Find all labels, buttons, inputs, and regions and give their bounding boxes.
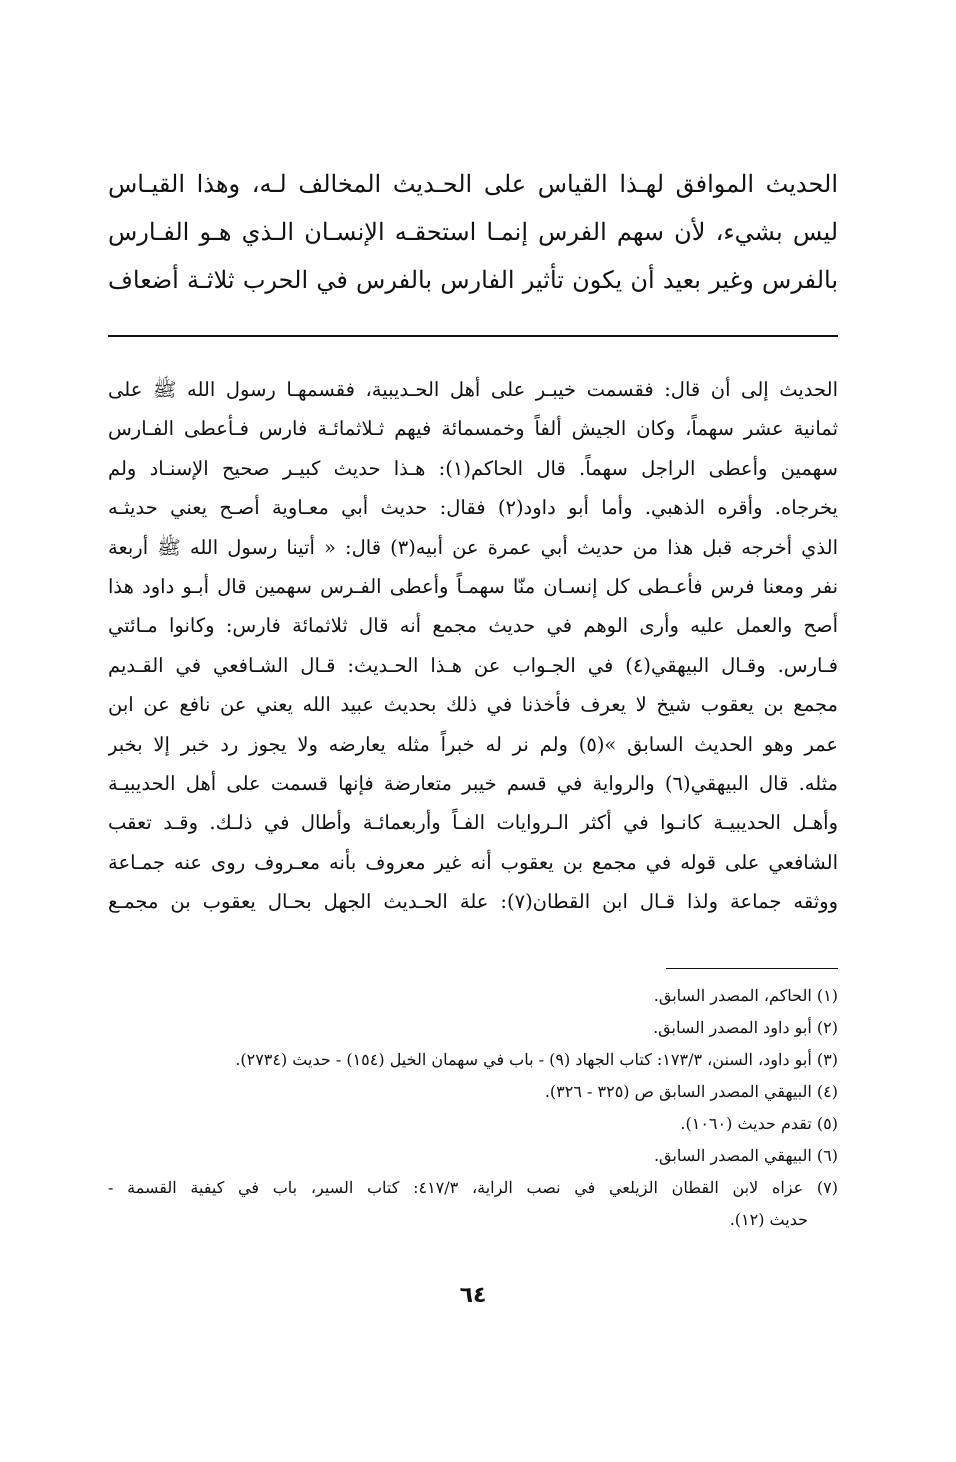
footnote-7-continuation: حديث (١٢).	[729, 1210, 808, 1229]
commentary-line: مجمع بن يعقوب شيخ لا يعرف فأخذنا في ذلك بحديث عبيد الله يعني عن نافع عن ابن	[108, 693, 838, 717]
commentary-line: ثمانية عشر سهماً، وكان الجيش ألفاً وخمسمائة فيهم ثـلاثمائـة فارس فـأعطى الفـارس	[108, 417, 838, 441]
main-text-line: الحديث الموافق لهـذا القياس على الحـديث المخالف لـه، وهذا القيـاس	[108, 170, 838, 198]
footnote-6: (٦) البيهقي المصدر السابق.	[653, 1146, 838, 1165]
commentary-line: ووثقه جماعة ولذا قـال ابن القطان(٧): علة الحـديث الجهل بحـال يعقوب بن مجمـع	[108, 890, 838, 914]
footnote-4: (٤) البيهقي المصدر السابق ص (٣٢٥ - ٣٢٦).	[544, 1082, 838, 1101]
commentary-line: الذي أخرجه قبل هذا من حديث أبي عمرة عن أبيه(٣) قال: « أتينا رسول الله ﷺ أربعة	[108, 535, 838, 559]
commentary-line: الشافعي على قوله في مجمع بن يعقوب أنه غير معروف بأنه معـروف روى عنه جمـاعة	[108, 850, 838, 874]
main-text-block	[108, 160, 838, 304]
page-number: ٦٤	[459, 1283, 487, 1308]
commentary-line: عمر وهو الحديث السابق »(٥) ولم نر له خبراً مثله يعارضه ولا يجوز رد خبر إلا بخبر	[108, 732, 838, 756]
commentary-line: نفر ومعنا فرس فأعـطى كل إنسـان منّا سهمـاً وأعطى الفـرس سهمين قال أبـو داود هذا	[108, 574, 838, 598]
commentary-block	[108, 370, 838, 921]
main-text-divider	[108, 335, 838, 337]
commentary-line: وأهـل الحديبيـة كانـوا في أكثر الـروايات الفـاً وأربعمائـة وأطال في ذلـك. وقـد تعقب	[108, 811, 838, 835]
main-text-line: ليس بشيء، لأن سهم الفرس إنمـا استحقـه الإنسـان الـذي هـو الفـارس	[108, 218, 838, 246]
footnote-7: (٧) عزاه لابن القطان الزيلعي في نصب الراية، ٤١٧/٣: كتاب السير، باب في كيفية القسمة -	[108, 1178, 838, 1197]
footnote-2: (٢) أبو داود المصدر السابق.	[653, 1018, 838, 1037]
commentary-line: أصح والعمل عليه وأرى الوهم في حديث مجمع أنه قال ثلاثمائة فارس: وكانوا مـائتي	[108, 614, 838, 638]
footnote-divider	[666, 968, 838, 969]
commentary-line: الحديث إلى أن قال: فقسمت خيبـر على أهل الحـديبية، فقسمهـا رسول الله ﷺ على	[108, 378, 838, 401]
commentary-line: سهمين وأعطى الراجل سهماً. قال الحاكم(١): هـذا حديث كبيـر صحيح الإسنـاد ولم	[108, 456, 838, 480]
main-text-line: بالفرس وغير بعيد أن يكون تأثير الفارس بالفرس في الحرب ثلاثـة أضعاف	[108, 266, 838, 294]
commentary-line: مثله. قال البيهقي(٦) والرواية في قسم خيبر متعارضة فإنها قسمت على أهل الحديبيـة	[108, 771, 838, 795]
book-page	[108, 0, 838, 1462]
footnotes-block	[108, 980, 838, 1236]
footnote-3: (٣) أبو داود، السنن، ١٧٣/٣: كتاب الجهاد (٩) - باب في سهمان الخيل (١٥٤) - حديث (٢٧٣٤).	[235, 1050, 838, 1069]
footnote-5: (٥) تقدم حديث (١٠٦٠).	[680, 1114, 838, 1133]
footnote-1: (١) الحاكم، المصدر السابق.	[653, 986, 838, 1005]
commentary-line: فـارس. وقـال البيهقي(٤) في الجـواب عن هـذا الحـديث: قـال الشـافعي في القـديم	[108, 653, 838, 677]
commentary-line: يخرجاه. وأقره الذهبي. وأما أبو داود(٢) فقال: حديث أبي معـاوية أصـح يعني حديثـه	[108, 496, 838, 520]
